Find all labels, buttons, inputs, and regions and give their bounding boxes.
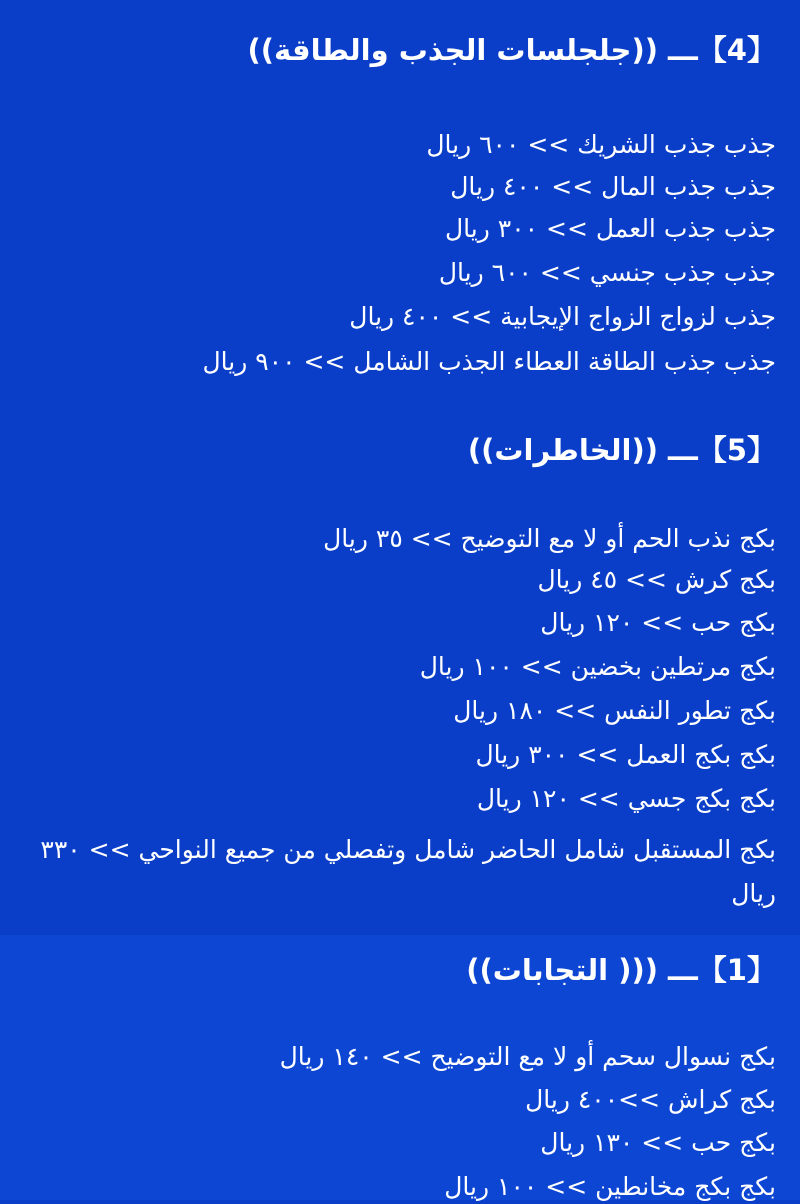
list-item: جذب جذب جنسي >> ٦٠٠ ريال bbox=[438, 258, 776, 287]
list-item: بكج كراش >>٤٠٠ ريال bbox=[525, 1085, 776, 1114]
list-item: بكج بكج مخانطين >> ١٠٠ ريال bbox=[444, 1172, 776, 1201]
section-heading-attraction: 【4】ـــ ((جلجلسات الجذب والطاقة)) bbox=[247, 33, 776, 67]
list-item: جذب جذب العمل >> ٣٠٠ ريال bbox=[445, 214, 776, 243]
list-item: بكج بكج العمل >> ٣٠٠ ريال bbox=[475, 740, 776, 769]
list-item: بكج كرش >> ٤٥ ريال bbox=[537, 565, 776, 594]
list-item: جذب جذب المال >> ٤٠٠ ريال bbox=[450, 172, 776, 201]
list-item: جذب جذب الطاقة العطاء الجذب الشامل >> ٩٠٠ ريال bbox=[202, 347, 776, 376]
list-item: بكج نذب الحم أو لا مع التوضيح >> ٣٥ ريال bbox=[323, 524, 776, 553]
list-item: بكج مرتطين بخضين >> ١٠٠ ريال bbox=[419, 652, 776, 681]
list-item: بكج نسوال سحم أو لا مع التوضيح >> ١٤٠ ريال bbox=[279, 1042, 776, 1071]
list-item: بكج بكج جسي >> ١٢٠ ريال bbox=[476, 784, 776, 813]
list-item: جذب جذب الشريك >> ٦٠٠ ريال bbox=[426, 130, 776, 159]
section-heading-answers: 【1】ـــ ((( التجابات)) bbox=[466, 953, 776, 987]
list-item: بكج حب >> ١٣٠ ريال bbox=[540, 1128, 776, 1157]
list-item: جذب لزواج الزواج الإيجابية >> ٤٠٠ ريال bbox=[349, 302, 776, 331]
list-item: بكج المستقبل شامل الحاضر شامل وتفصلي من جميع النواحي >> ٣٣٠ ريال bbox=[40, 835, 776, 908]
section-heading-thoughts: 【5】ـــ ((الخاطرات)) bbox=[467, 433, 776, 467]
list-item: بكج حب >> ١٢٠ ريال bbox=[540, 608, 776, 637]
list-item: بكج تطور النفس >> ١٨٠ ريال bbox=[453, 696, 776, 725]
